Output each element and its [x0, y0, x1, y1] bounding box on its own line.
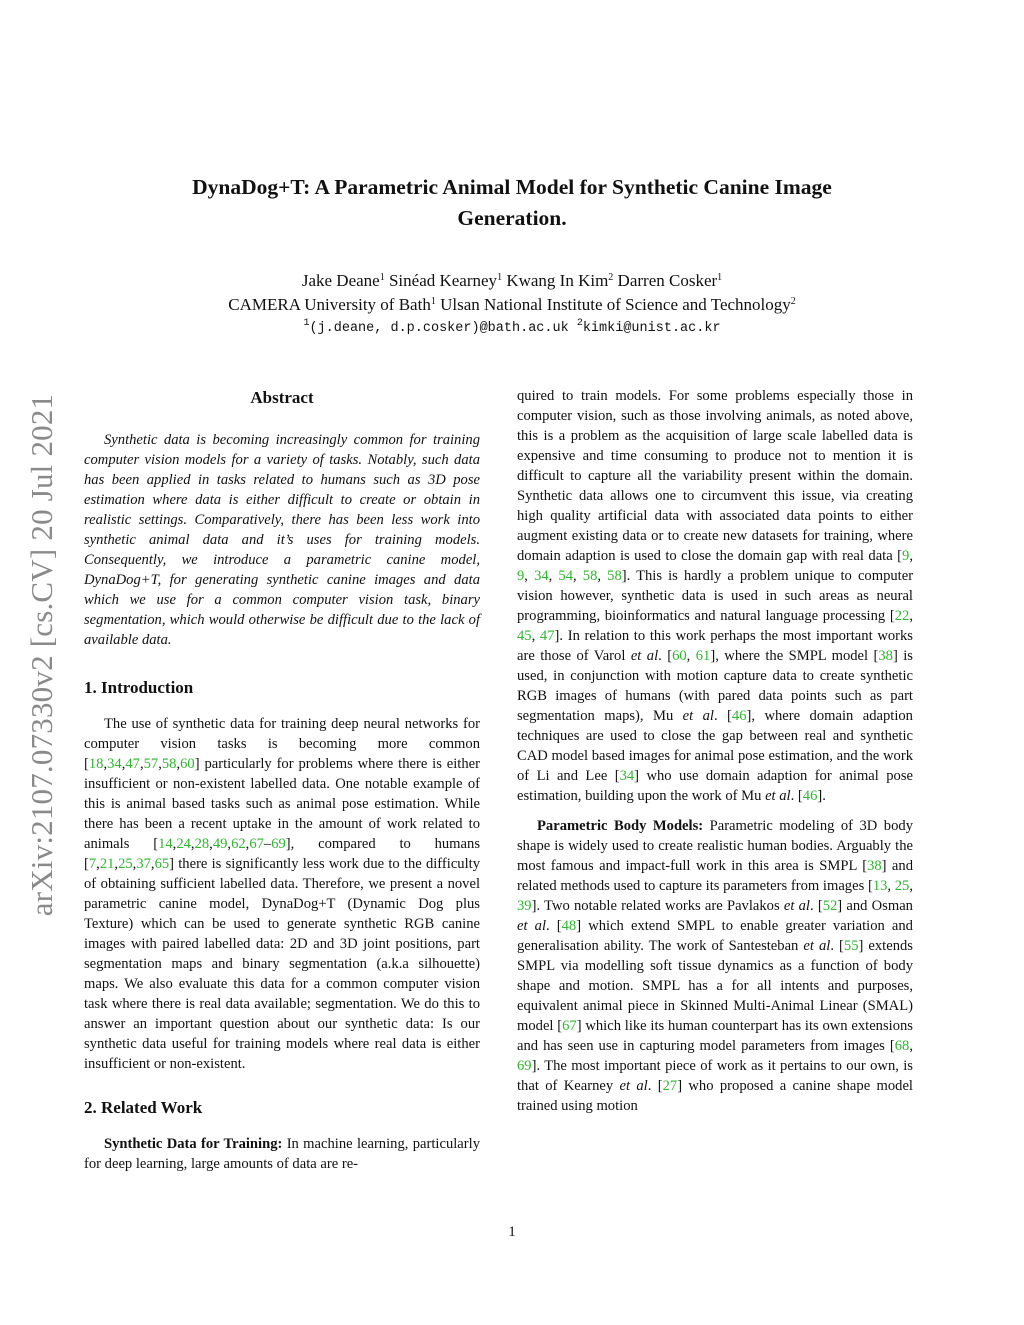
parametric-body-models-paragraph: Parametric Body Models: Parametric modeling of 3D body shape is widely used to create realistic human bodies. Arguably the most famous and impact-full work in this area is SMPL [38] and related methods used to capture its parameters from images [13, 25, 39]. Two notable related works are Pavlakos et al. [52] and Osman et al. [48] which extend SMPL to enable greater variation and generalisation ability. The work of Santesteban et al. [55] extends SMPL via modelling soft tissue dynamics as a function of body shape and motion. SMPL has a for all intents and purposes, equivalent animal piece in Skinned Multi-Animal Linear (SMAL) model [67] which like its human counterpart has its own extensions and has seen use in capturing model parameters from images [68, 69]. The most important piece of work as it pertains to our own, is that of Kearney et al. [27] who proposed a canine shape model trained using motion	[517, 818, 913, 1114]
citation-link[interactable]: 58	[161, 756, 177, 772]
affiliation-line	[100, 293, 924, 317]
text-run: ]. Two notable related works are Pavlakos	[531, 898, 784, 914]
citation-link[interactable]: 13	[872, 878, 888, 894]
text-run: The use of synthetic data for training deep neural networks for computer vision tasks is becoming more common [	[84, 716, 480, 772]
et-al: et al	[682, 708, 714, 724]
citation-link[interactable]: 67	[249, 836, 264, 852]
email-line	[100, 317, 924, 341]
citation-link[interactable]: 39	[517, 898, 532, 914]
email-1-mark: 1	[303, 318, 310, 329]
text-run: In machine learning, particularly for deep learning, large amounts of data are re-	[84, 1136, 480, 1172]
text-run: ]. This is hardly a problem unique to computer vision however, synthetic data is used in such areas as neural programming, bioinformatics and natural language processing [	[517, 568, 914, 624]
citation-link[interactable]: 34	[534, 568, 549, 584]
paper-title	[100, 172, 924, 234]
et-al: et al	[783, 898, 810, 914]
abstract-heading: Abstract	[250, 388, 314, 407]
email-2[interactable]: kimki@unist.ac.kr	[582, 321, 721, 336]
citation-link[interactable]: 65	[154, 856, 170, 872]
right-column	[517, 386, 913, 1126]
citation-link[interactable]: 28	[194, 836, 210, 852]
citation-link[interactable]: 52	[822, 898, 838, 914]
text-run: . [	[546, 918, 562, 934]
affiliation-2: Ulsan National Institute of Science and Technology	[440, 295, 791, 314]
citation-link[interactable]: 37	[136, 856, 151, 872]
related-continued-paragraph: quired to train models. For some problems especially those in computer vision, such as those involving animals, as noted above, this is a problem as the acquisition of large scale labelled data is expensive and time consuming to produce not to mention it is difficult to capture all the variability present within the domain. Synthetic data allows one to circumvent this issue, via creating high quality artificial data with associated data points to either augment existing data or to create new datasets for training, where domain adaption is used to close the domain gap with real data [9, 9, 34, 54, 58, 58]. This is hardly a problem unique to computer vision however, synthetic data is used in such areas as neural programming, bioinformatics and natural language processing [22, 45, 47]. In relation to this work perhaps the most important works are those of Varol et al. [60, 61], where the SMPL model [38] is used, in conjunction with motion capture data to create synthetic RGB images of humans (with pared data points such as part segmentation maps), Mu et al. [46], where domain adaption techniques are used to close the gap between real and synthetic CAD model based images for animal pose estimation, and the work of Li and Lee [34] who use domain adaption for animal pose estimation, building upon the work of Mu et al. [46].	[517, 388, 914, 804]
citation-link[interactable]: 7	[88, 856, 97, 872]
citation-link[interactable]: 9	[902, 548, 910, 564]
text-run: ]. The most important piece of work as it pertains to our own, is that of Kearney	[517, 1058, 913, 1094]
et-al: et al	[630, 648, 659, 664]
text-run: ] is used, in conjunction with motion capture data to create synthetic RGB images of humans (with pared data points such as part segmentation maps), Mu	[517, 648, 913, 724]
citation-link[interactable]: 67	[562, 1018, 577, 1034]
text-run: . [	[830, 938, 844, 954]
et-al: et al	[619, 1078, 648, 1094]
citation-link[interactable]: 54	[558, 568, 574, 584]
author-affiliation-mark: 1	[379, 272, 385, 283]
author-list	[100, 269, 924, 293]
text-run: ] who proposed a canine shape model trained using motion	[517, 1078, 913, 1114]
citation-link[interactable]: 45	[517, 628, 532, 644]
text-run: . [	[809, 898, 823, 914]
author-name: Jake Deane	[301, 271, 380, 290]
text-run: ] extends SMPL via modelling soft tissue dynamics as a function of body shape and motion. SMPL has a for all intents and purposes, equivalent animal piece in Skinned Multi-Animal Linear (SMAL) model [	[517, 938, 913, 1034]
related-work-heading: 2. Related Work	[84, 1098, 203, 1117]
affiliation-2-mark: 2	[790, 296, 796, 307]
page-number: 1	[508, 1224, 516, 1240]
text-run: ].	[817, 788, 826, 804]
text-run: ] there is significantly less work due to the difficulty of obtaining sufficient labelled data. Therefore, we present a novel parametric canine model, DynaDog+T (Dynamic Dog plus Texture) which can be used to generate synthetic RGB canine images with paired labelled data: 2D and 3D joint positions, part segmentation maps and binary segmentation (a.k.a silhouette) maps. We also evaluate this data for a common computer vision task where there is real data available; segmentation. We do this to answer an important question about our synthetic data: Is our synthetic data useful for training models where real data is either insufficient or non-existent.	[84, 856, 480, 1072]
subsection-label: Parametric Body Models:	[537, 818, 704, 834]
citation-link[interactable]: 25	[118, 856, 133, 872]
text-run: ] and related methods used to capture its parameters from images [	[517, 858, 913, 894]
text-run: ] who use domain adaption for animal pose estimation, building upon the work of Mu	[517, 768, 913, 804]
citation-link[interactable]: 58	[607, 568, 622, 584]
citation-link[interactable]: 57	[143, 756, 159, 772]
citation-link[interactable]: 46	[731, 708, 747, 724]
author-name: Sinéad Kearney	[388, 271, 498, 290]
citation-link[interactable]: 62	[231, 836, 246, 852]
title-line-1: DynaDog+T: A Parametric Animal Model for Synthetic Canine Image	[192, 175, 832, 199]
text-run: ] and Osman	[837, 898, 913, 914]
citation-link[interactable]: 38	[867, 858, 882, 874]
citation-link[interactable]: 27	[662, 1078, 678, 1094]
text-run: . [	[658, 648, 673, 664]
left-column	[84, 386, 480, 1184]
text-run: ] particularly for problems where there is either insufficient or non-existent labelled data. One notable example of this is animal based tasks such as animal pose estimation. While there has been a recent uptake in the amount of work related to animals [	[84, 756, 480, 852]
introduction-paragraph: The use of synthetic data for training deep neural networks for computer vision tasks is becoming more common [18,34,47,57,58,60] particularly for problems where there is either insufficient or non-existent labelled data. One notable example of this is animal based tasks such as animal pose estimation. While there has been a recent uptake in the amount of work related to animals [14,24,28,49,62,67–69], compared to humans [7,21,25,37,65] there is significantly less work due to the difficulty of obtaining sufficient labelled data. Therefore, we present a novel parametric canine model, DynaDog+T (Dynamic Dog plus Texture) which can be used to generate synthetic RGB canine images with paired labelled data: 2D and 3D joint positions, part segmentation maps and binary segmentation (a.k.a silhouette) maps. We also evaluate this data for a common computer vision task where there is real data available; segmentation. We do this to answer an important question about our synthetic data: Is our synthetic data useful for training models where real data is either insufficient or non-existent.	[84, 716, 480, 1072]
et-al: et al	[517, 918, 546, 934]
citation-link[interactable]: 60	[180, 756, 195, 772]
citation-link[interactable]: 38	[878, 648, 893, 664]
author-affiliation-mark: 1	[717, 272, 723, 283]
related-work-paragraph	[84, 1134, 480, 1174]
title-line-2: Generation.	[457, 206, 567, 230]
abstract-text: Synthetic data is becoming increasingly common for training computer vision models for a variety of tasks. Notably, such data has been applied in tasks related to humans such as 3D pose estimation where data is either difficult to create or obtain in realistic settings. Comparatively, there has been less work into synthetic animal data and it’s uses for training models. Consequently, we introduce a parametric canine model, DynaDog+T, for generating synthetic canine images and data which we use for a common computer vision task, binary segmentation, which would otherwise be difficult due to the lack of available data.	[84, 432, 480, 648]
text-run: quired to train models. For some problems especially those in computer vision, such as those involving animals, as noted above, this is a problem as the acquisition of large scale labelled data is expensive and time consuming to produce not to mention it is difficult to capture all the variability present within the domain. Synthetic data allows one to circumvent this issue, via creating high quality artificial data with associated data points to either augment existing data or to create new datasets for training, where domain adaption is used to close the domain gap with real data [	[517, 388, 913, 564]
text-run: Parametric modeling of 3D body shape is widely used to create realistic human bodies. Arguably the most famous and impact-full work in this area is SMPL [	[517, 818, 913, 874]
text-run: ], where domain adaption techniques are used to close the gap between real and synthetic CAD model based images for animal pose estimation, and the work of Li and Lee [	[517, 708, 913, 784]
author-block	[100, 269, 924, 341]
author-affiliation-mark: 2	[608, 272, 614, 283]
text-run: . [	[713, 708, 732, 724]
citation-link[interactable]: 61	[695, 648, 711, 664]
citation-link[interactable]: 25	[894, 878, 910, 894]
author-name: Darren Cosker	[617, 271, 718, 290]
et-al: et al	[765, 788, 791, 804]
citation-link[interactable]: 9	[517, 568, 525, 584]
email-1[interactable]: (j.deane, d.p.cosker)@bath.ac.uk	[309, 321, 569, 336]
text-run: ], compared to humans [	[84, 836, 480, 872]
citation-link[interactable]: 68	[894, 1038, 910, 1054]
citation-link[interactable]: 34	[107, 756, 122, 772]
introduction-heading: 1. Introduction	[84, 678, 194, 697]
arxiv-sidebar	[19, 365, 65, 945]
citation-link[interactable]: 47	[539, 628, 555, 644]
citation-link[interactable]: 24	[176, 836, 191, 852]
text-run: ]. In relation to this work perhaps the most important works are those of Varol	[517, 628, 913, 664]
email-2-mark: 2	[576, 318, 583, 329]
citation-link[interactable]: 55	[843, 938, 859, 954]
citation-link[interactable]: 58	[582, 568, 598, 584]
text-run: ], where the SMPL model [	[710, 648, 879, 664]
citation-link[interactable]: 48	[561, 918, 577, 934]
subsection-label: Synthetic Data for Training:	[104, 1136, 283, 1152]
affiliation-1-mark: 1	[430, 296, 436, 307]
et-al: et al	[803, 938, 831, 954]
text-run: ] which extend SMPL to enable greater variation and generalisation ability. The work of Santesteban	[517, 918, 913, 954]
citation-link[interactable]: 60	[672, 648, 687, 664]
text-run: ] which like its human counterpart has its own extensions and has seen use in capturing model parameters from images [	[517, 1018, 913, 1054]
citation-link[interactable]: 49	[212, 836, 228, 852]
citation-link[interactable]: 69	[517, 1058, 532, 1074]
affiliation-1: CAMERA University of Bath	[228, 295, 431, 314]
citation-link[interactable]: 34	[619, 768, 635, 784]
citation-link[interactable]: 18	[88, 756, 104, 772]
arxiv-identifier: arXiv:2107.07330v2 [cs.CV] 20 Jul 2021	[24, 393, 59, 917]
author-name: Kwang In Kim	[506, 271, 609, 290]
citation-link[interactable]: 14	[158, 836, 173, 852]
citation-link[interactable]: 46	[802, 788, 818, 804]
citation-link[interactable]: 22	[894, 608, 910, 624]
text-run: . [	[790, 788, 803, 804]
text-run: . [	[647, 1078, 663, 1094]
citation-link[interactable]: 47	[125, 756, 140, 772]
citation-link[interactable]: 21	[99, 856, 115, 872]
citation-link[interactable]: 69	[271, 836, 286, 852]
author-affiliation-mark: 1	[497, 272, 503, 283]
